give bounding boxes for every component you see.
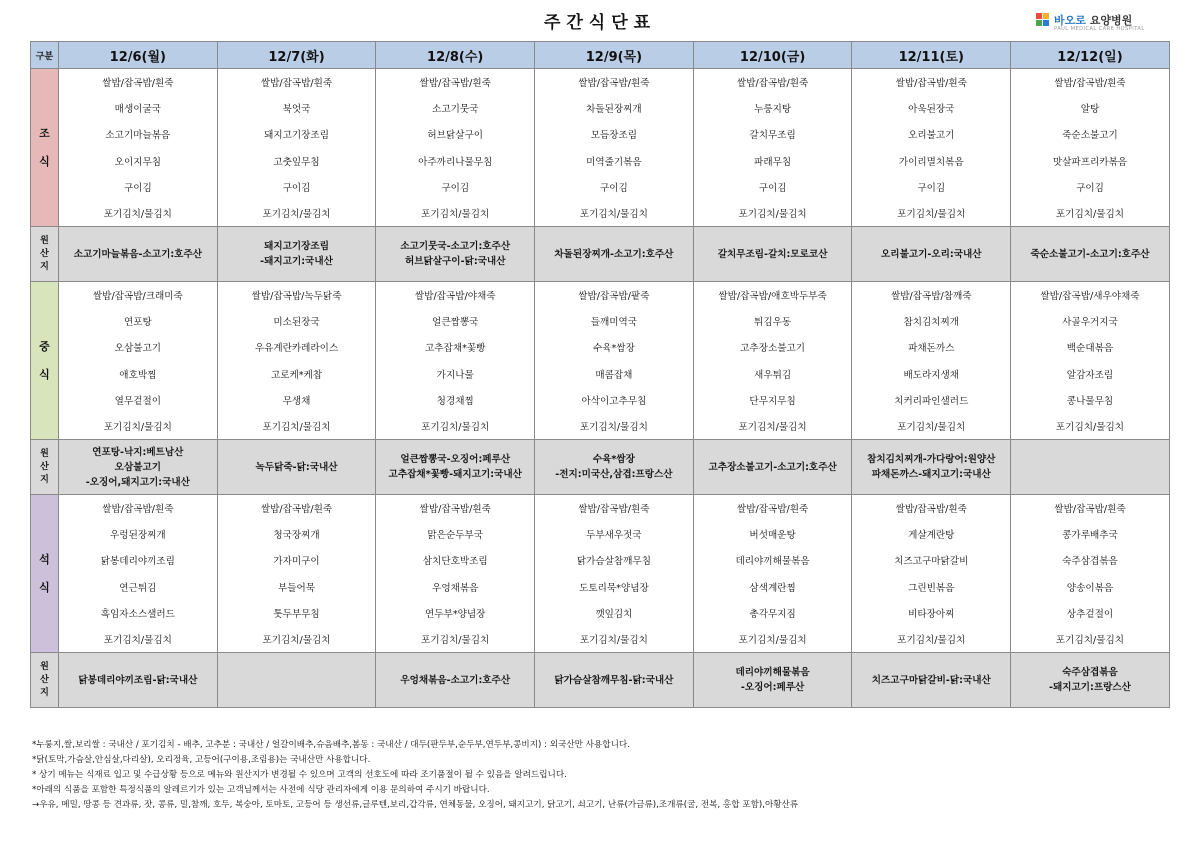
day-header: 12/6(월)	[59, 42, 218, 69]
menu-item: 우렁된장찌개	[110, 530, 166, 542]
menu-cell	[852, 495, 1011, 653]
origin-cell	[59, 227, 218, 282]
menu-item: 비타장아찌	[908, 608, 955, 620]
origin-cell	[535, 440, 694, 495]
day-header: 12/9(목)	[535, 42, 694, 69]
menu-item: 누룽지탕	[754, 104, 792, 116]
menu-item: 죽순소불고기	[1062, 130, 1118, 142]
menu-item: 콩나물무침	[1066, 395, 1114, 407]
menu-item: 미역줄기볶음	[586, 156, 642, 168]
menu-item: 숙주삼겹볶음	[1062, 556, 1118, 568]
menu-item: 쌀밥/잡곡밥/크래미죽	[92, 291, 183, 303]
logo-subtitle: PAUL MEDICAL CARE HOSPITAL	[1054, 26, 1145, 32]
meal-label	[31, 282, 59, 440]
menu-cell	[852, 69, 1011, 227]
meal-label-char: 석	[39, 552, 50, 566]
origin-line: -돼지고기:프랑스산	[1048, 682, 1131, 693]
menu-item: 포기김치/물김치	[262, 421, 331, 433]
menu-item: 구이김	[282, 182, 311, 194]
menu-item: 모듬장조림	[590, 130, 638, 142]
menu-item: 쌀밥/잡곡밥/흰죽	[419, 504, 491, 516]
origin-label-char: 원	[40, 235, 49, 246]
origin-label-char: 산	[40, 461, 49, 472]
menu-item: 포기김치/물김치	[1055, 208, 1125, 220]
menu-item: 파채돈까스	[908, 343, 955, 355]
menu-item: 포기김치/물김치	[1055, 634, 1125, 646]
menu-item-list	[376, 495, 534, 652]
origin-cell	[535, 653, 694, 708]
menu-item: 매콤잡채	[595, 369, 633, 381]
menu-item: 포기김치/물김치	[897, 208, 966, 220]
menu-item: 청경채찜	[436, 395, 474, 407]
menu-item: 들깨미역국	[590, 317, 638, 329]
origin-cell	[217, 440, 376, 495]
menu-item-list	[218, 282, 376, 439]
origin-cell	[535, 227, 694, 282]
header-row	[31, 42, 1170, 69]
menu-item: 가지나물	[436, 369, 474, 381]
menu-item: 소고기뭇국	[432, 104, 479, 116]
menu-item: 단무지무침	[749, 395, 796, 407]
origin-row	[31, 227, 1170, 282]
origin-cell	[59, 440, 218, 495]
origin-line: 허브닭살구이-닭:국내산	[404, 256, 506, 267]
menu-item-list	[59, 69, 217, 226]
menu-cell	[535, 282, 694, 440]
menu-item: 쌀밥/잡곡밥/흰죽	[895, 504, 967, 516]
menu-item-list	[535, 495, 693, 652]
menu-item: 오삼불고기	[114, 343, 162, 355]
origin-cell	[852, 440, 1011, 495]
menu-item-list	[376, 282, 534, 439]
origin-line: 파채돈까스-돼지고기:국내산	[871, 469, 991, 480]
menu-item: 두부새우젓국	[586, 530, 642, 542]
meal-row	[31, 282, 1170, 440]
day-header: 12/8(수)	[376, 42, 535, 69]
menu-item: 매생이굴국	[114, 104, 162, 116]
menu-item: 쌀밥/잡곡밥/흰죽	[736, 78, 809, 90]
menu-item: 치즈고구마닭갈비	[894, 556, 969, 568]
day-header: 12/7(화)	[217, 42, 376, 69]
menu-cell	[217, 282, 376, 440]
menu-item: 소고기마늘볶음	[105, 130, 171, 142]
origin-line: 치즈고구마닭갈비-닭:국내산	[871, 674, 991, 686]
menu-item: 구이김	[1076, 182, 1104, 194]
origin-cell	[376, 653, 535, 708]
menu-item: 포기김치/물김치	[421, 208, 490, 220]
menu-cell	[1011, 495, 1170, 653]
meal-row	[31, 69, 1170, 227]
menu-item: 도토리묵*양념장	[579, 582, 649, 594]
menu-item: 쌀밥/잡곡밥/흰죽	[102, 78, 174, 90]
meal-label-char: 식	[39, 580, 50, 594]
note-line: →우유, 메밀, 땅콩 등 견과류, 잣, 콩류, 밀,참깨, 호두, 복숭아, 토마토, 고등어 등 생선류,글루텐,보리,갑각류, 연체동물, 오징어, 돼지고기, 닭고기, 쇠고기, 난류(가금류),조개류(굴, 전복, 홍합 포함),아황산류	[32, 800, 799, 810]
menu-cell	[59, 282, 218, 440]
menu-item: 허브닭살구이	[427, 130, 484, 142]
origin-label-char: 지	[40, 687, 49, 698]
menu-item: 구이김	[441, 182, 470, 194]
menu-item: 차돌된장찌개	[586, 104, 642, 116]
menu-item: 깻잎김치	[595, 608, 633, 620]
origin-line: 돼지고기장조림	[264, 241, 329, 252]
menu-item: 맑은순두부국	[427, 530, 484, 542]
menu-item: 청국장찌개	[273, 530, 320, 542]
menu-item: 가자미구이	[273, 556, 320, 568]
menu-item-list	[59, 282, 217, 439]
origin-line: 우엉채볶음-소고기:호주산	[400, 674, 511, 686]
menu-item: 쌀밥/잡곡밥/흰죽	[1054, 504, 1126, 516]
menu-item: 얼큰짬뽕국	[432, 317, 479, 329]
menu-item: 파래무침	[754, 156, 792, 168]
menu-item: 백순대볶음	[1066, 343, 1114, 355]
menu-item: 맛살파프리카볶음	[1052, 156, 1128, 168]
note-line: * 상기 메뉴는 식재료 입고 및 수급상황 등으로 메뉴와 원산지가 변경될 수 있으며 고객의 선호도에 따라 조기품절이 될 수 있음을 알려드립니다.	[32, 770, 567, 780]
menu-item: 삼치단호박조림	[422, 556, 488, 568]
menu-item: 무생채	[282, 395, 311, 407]
menu-item-list	[376, 69, 534, 226]
menu-item: 포기김치/물김치	[897, 634, 966, 646]
menu-item: 포기김치/물김치	[579, 634, 648, 646]
meal-label-char: 중	[39, 339, 50, 353]
origin-row	[31, 653, 1170, 708]
origin-line: -돼지고기:국내산	[260, 256, 333, 267]
gubun-header: 구분	[31, 42, 59, 69]
menu-item: 쌀밥/잡곡밥/참깨죽	[890, 291, 972, 303]
menu-item: 고추장소불고기	[740, 343, 806, 355]
day-header: 12/10(금)	[693, 42, 852, 69]
weekly-menu-table	[30, 41, 1170, 708]
meal-label-char: 식	[39, 154, 50, 168]
origin-label	[31, 440, 59, 495]
menu-item: 구이김	[917, 182, 946, 194]
origin-line: 얼큰짬뽕국-오징어:페루산	[400, 454, 511, 465]
menu-item: 버섯매운탕	[749, 530, 796, 542]
menu-item: 부들어묵	[277, 582, 316, 594]
menu-item: 쌀밥/잡곡밥/흰죽	[102, 504, 174, 516]
origin-line: 소고기뭇국-소고기:호주산	[400, 241, 511, 252]
menu-item: 쌀밥/잡곡밥/흰죽	[578, 78, 650, 90]
origin-label-char: 산	[40, 674, 49, 685]
menu-cell	[217, 495, 376, 653]
origin-cell	[217, 227, 376, 282]
menu-item: 쌀밥/잡곡밥/흰죽	[895, 78, 967, 90]
meal-label-char: 식	[39, 367, 50, 381]
menu-item: 고추잡채*꽃빵	[425, 343, 486, 355]
menu-item: 포기김치/물김치	[579, 421, 648, 433]
menu-item: 포기김치/물김치	[738, 634, 807, 646]
menu-item: 북엇국	[282, 104, 311, 116]
logo-name: 바오로 요양병원	[1054, 14, 1133, 27]
menu-item: 상추겉절이	[1066, 608, 1114, 620]
menu-item: 수육*쌈장	[592, 343, 635, 355]
origin-line: 차돌된장찌개-소고기:호주산	[554, 248, 674, 260]
logo-mark-icon	[1036, 13, 1050, 27]
menu-item: 포기김치/물김치	[579, 208, 648, 220]
origin-line: 닭봉데리야끼조림-닭:국내산	[78, 674, 198, 686]
menu-item: 쌀밥/잡곡밥/흰죽	[736, 504, 809, 516]
menu-cell	[59, 495, 218, 653]
origin-line: 참치김치찌개-가다랑어:원양산	[867, 454, 996, 465]
menu-item: 흑임자소스샐러드	[100, 608, 175, 620]
menu-item-list	[218, 495, 376, 652]
origin-line: 수육*쌈장	[592, 454, 635, 465]
day-header: 12/12(일)	[1011, 42, 1170, 69]
menu-item: 포기김치/물김치	[897, 421, 966, 433]
origin-cell	[376, 440, 535, 495]
menu-item: 우엉채볶음	[432, 582, 479, 594]
menu-item: 튀김우동	[754, 317, 792, 329]
menu-item: 쌀밥/잡곡밥/흰죽	[419, 78, 491, 90]
menu-item: 닭봉데리야끼조림	[100, 556, 175, 568]
menu-item: 배도라지생채	[903, 369, 960, 381]
menu-item: 포기김치/물김치	[103, 421, 172, 433]
origin-line: 갈치무조림-갈치:모로코산	[717, 248, 828, 260]
menu-cell	[535, 69, 694, 227]
menu-item: 구이김	[600, 182, 628, 194]
menu-cell	[852, 282, 1011, 440]
menu-item: 포기김치/물김치	[738, 208, 807, 220]
origin-line: 죽순소불고기-소고기:호주산	[1030, 248, 1150, 260]
origin-line: -오징어,돼지고기:국내산	[85, 476, 190, 488]
menu-item: 삼색계란찜	[749, 582, 796, 594]
menu-item-list	[1011, 495, 1169, 652]
menu-item-list	[1011, 69, 1169, 226]
origin-cell	[852, 227, 1011, 282]
menu-item: 쌀밥/잡곡밥/녹두닭죽	[251, 291, 342, 303]
menu-item: 구이김	[123, 182, 152, 194]
menu-cell	[1011, 282, 1170, 440]
notes	[32, 738, 1172, 813]
origin-label-char: 원	[40, 661, 49, 672]
menu-item-list	[852, 69, 1010, 226]
menu-item: 미소된장국	[273, 317, 320, 329]
menu-item: 그린빈볶음	[908, 582, 955, 594]
origin-cell	[1011, 227, 1170, 282]
meal-row	[31, 495, 1170, 653]
origin-line: 고추잡채*꽃빵-돼지고기:국내산	[388, 469, 522, 480]
menu-item: 콩가루배추국	[1062, 530, 1118, 542]
menu-item: 쌀밥/잡곡밥/팥죽	[578, 291, 650, 303]
origin-line: 고추장소불고기-소고기:호주산	[708, 461, 837, 473]
note-line: *아래의 식품을 포함한 특정식품의 알레르기가 있는 고객님께서는 사전에 식당 관리자에게 이용 문의하여 주시기 바랍니다.	[32, 785, 490, 795]
menu-cell	[59, 69, 218, 227]
menu-item: 포기김치/물김치	[262, 634, 331, 646]
origin-label-char: 산	[40, 248, 49, 259]
note-line: *닭(토막,가슴살,안심살,다리살), 오리정육, 고등어(구이용,조림용)는 국내산만 사용합니다.	[32, 755, 371, 765]
origin-line: -오징어:페루산	[740, 682, 805, 693]
menu-item: 연포탕	[123, 317, 152, 329]
origin-cell	[693, 227, 852, 282]
menu-item: 고로케*케찹	[270, 369, 323, 381]
origin-line: 숙주삼겹볶음	[1062, 667, 1118, 678]
menu-cell	[217, 69, 376, 227]
meal-label	[31, 495, 59, 653]
menu-cell	[693, 282, 852, 440]
menu-cell	[693, 495, 852, 653]
menu-item: 갈치무조림	[749, 130, 796, 142]
origin-line: 소고기마늘볶음-소고기:호주산	[73, 248, 202, 260]
menu-item: 연근튀김	[119, 582, 157, 594]
menu-item: 닭가슴살참깨무침	[576, 556, 651, 568]
menu-item: 쌀밥/잡곡밥/새우야채죽	[1040, 291, 1140, 303]
menu-item: 포기김치/물김치	[421, 421, 490, 433]
menu-item-list	[694, 282, 852, 439]
menu-item: 오리불고기	[908, 130, 955, 142]
meal-label-char: 조	[39, 126, 50, 140]
origin-label-char: 지	[40, 261, 49, 272]
menu-item: 포기김치/물김치	[421, 634, 490, 646]
menu-item: 치커리파인샐러드	[894, 395, 969, 407]
menu-item: 쌀밥/잡곡밥/애호박두부죽	[718, 291, 827, 303]
origin-cell	[693, 440, 852, 495]
menu-item-list	[852, 495, 1010, 652]
menu-item-list	[535, 282, 693, 439]
menu-item: 구이김	[758, 182, 787, 194]
menu-cell	[693, 69, 852, 227]
menu-item: 사골우거지국	[1062, 317, 1118, 329]
origin-cell	[852, 653, 1011, 708]
menu-item: 열무겉절이	[114, 395, 162, 407]
menu-item: 총각무지짐	[749, 608, 796, 620]
menu-item-list	[694, 69, 852, 226]
menu-item: 쌀밥/잡곡밥/흰죽	[578, 504, 650, 516]
origin-cell	[217, 653, 376, 708]
menu-item-list	[1011, 282, 1169, 439]
menu-item: 쌀밥/잡곡밥/흰죽	[260, 504, 333, 516]
page-title: 주간식단표	[543, 13, 657, 33]
origin-row	[31, 440, 1170, 495]
menu-cell	[1011, 69, 1170, 227]
menu-item: 아삭이고추무침	[581, 395, 647, 407]
menu-item: 아주까리나물무침	[418, 156, 493, 168]
menu-item: 포기김치/물김치	[1055, 421, 1125, 433]
menu-item: 쌀밥/잡곡밥/야채죽	[414, 291, 496, 303]
origin-label	[31, 653, 59, 708]
menu-cell	[376, 69, 535, 227]
menu-item: 쌀밥/잡곡밥/흰죽	[260, 78, 333, 90]
menu-item: 알탕	[1080, 104, 1100, 116]
origin-label-char: 지	[40, 474, 49, 485]
note-line: *누룽지,쌀,보리쌀 : 국내산 / 포기김치 - 배추, 고추분 : 국내산 / 얼갈이배추,슈음배추,봄동 : 국내산 / 대두(판두부,순두부,연두부,콩비지) : 외국산만 사용합니다.	[32, 740, 630, 750]
menu-item: 톳두부무침	[273, 608, 320, 620]
menu-item: 애호박찜	[119, 369, 157, 381]
origin-cell	[376, 227, 535, 282]
menu-item: 가이리멸치볶음	[898, 156, 964, 168]
menu-item-list	[535, 69, 693, 226]
menu-item: 포기김치/물김치	[262, 208, 331, 220]
origin-line: 녹두닭죽-닭:국내산	[255, 461, 338, 473]
menu-cell	[535, 495, 694, 653]
menu-item-list	[852, 282, 1010, 439]
origin-cell	[1011, 653, 1170, 708]
origin-cell	[59, 653, 218, 708]
menu-item: 게살계란탕	[908, 530, 955, 542]
menu-item: 오이지무침	[114, 156, 162, 168]
menu-item: 참치김치찌개	[903, 317, 960, 329]
menu-item: 새우튀김	[754, 369, 792, 381]
origin-line: 데리야끼해물볶음	[735, 667, 810, 678]
menu-cell	[376, 495, 535, 653]
menu-item: 포기김치/물김치	[103, 208, 172, 220]
origin-line: -전지:미국산,삼겹:프랑스산	[555, 469, 673, 480]
origin-line: 연포탕-낙지:베트남산	[92, 446, 184, 458]
menu-item: 포기김치/물김치	[103, 634, 172, 646]
menu-cell	[376, 282, 535, 440]
menu-item-list	[218, 69, 376, 226]
menu-item-list	[59, 495, 217, 652]
menu-item: 우유계란카레라이스	[254, 343, 339, 355]
menu-item: 알감자조림	[1066, 369, 1114, 381]
menu-item: 양송이볶음	[1066, 582, 1114, 594]
origin-line: 오삼불고기	[114, 461, 162, 473]
origin-label	[31, 227, 59, 282]
meal-label	[31, 69, 59, 227]
origin-cell	[693, 653, 852, 708]
menu-item: 데리야끼해물볶음	[735, 556, 810, 568]
origin-cell	[1011, 440, 1170, 495]
day-header: 12/11(토)	[852, 42, 1011, 69]
menu-item: 연두부*양념장	[425, 608, 486, 620]
menu-item: 아욱된장국	[908, 104, 955, 116]
menu-item: 포기김치/물김치	[738, 421, 807, 433]
menu-item: 고춧잎무침	[273, 156, 320, 168]
menu-item-list	[694, 495, 852, 652]
origin-line: 오리불고기-오리:국내산	[881, 248, 982, 260]
origin-label-char: 원	[40, 448, 49, 459]
origin-line: 닭가슴살참깨무침-닭:국내산	[554, 674, 674, 686]
menu-item: 쌀밥/잡곡밥/흰죽	[1054, 78, 1126, 90]
menu-item: 돼지고기장조림	[264, 130, 329, 142]
